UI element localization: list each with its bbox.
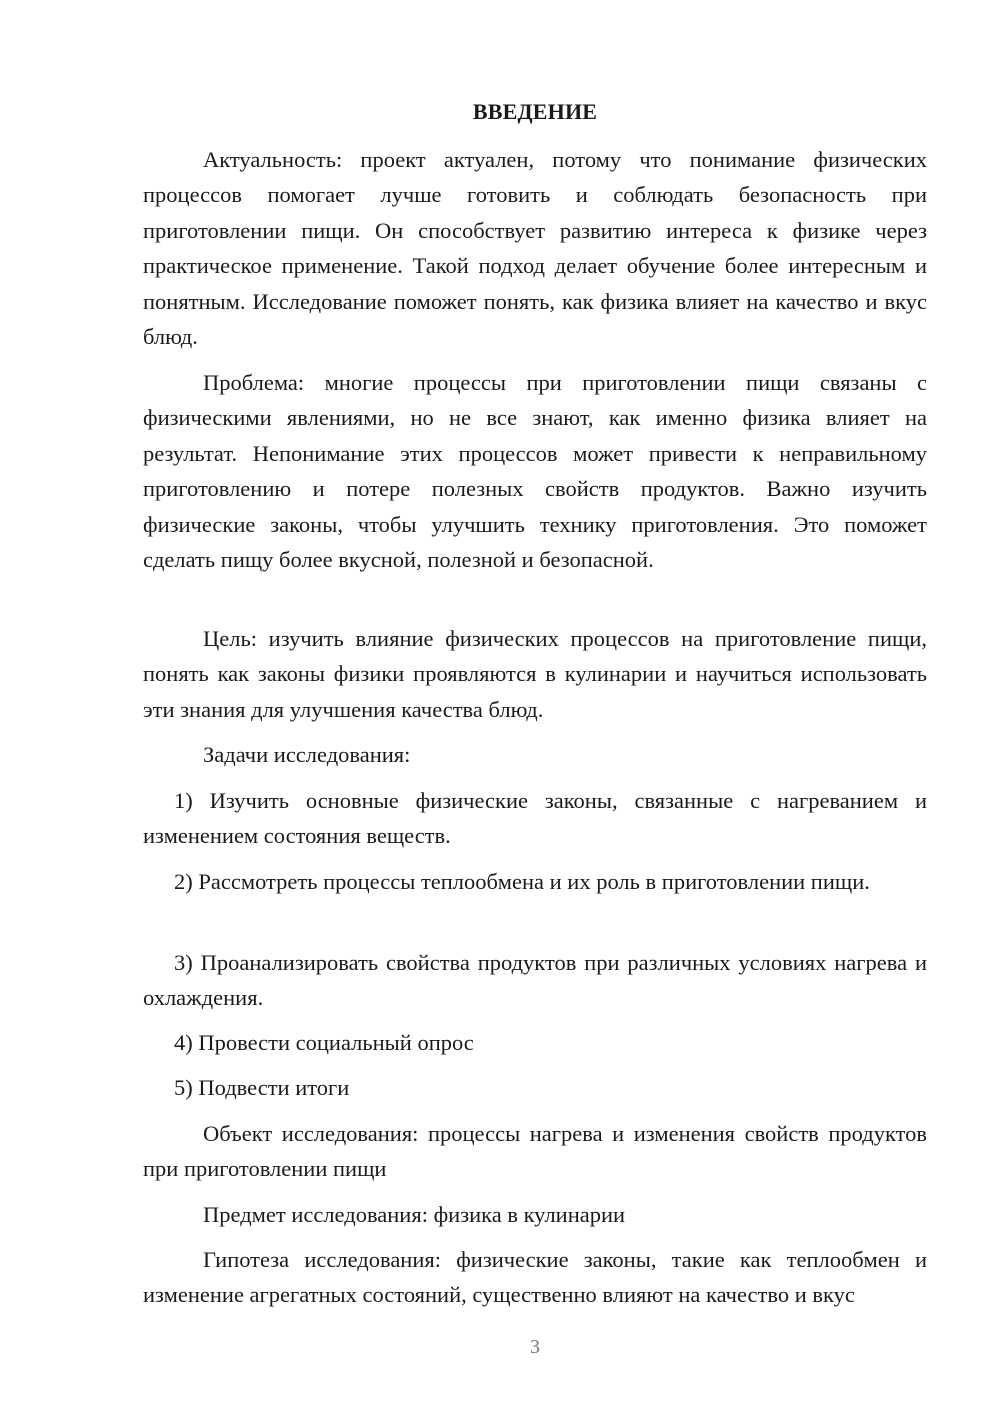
- subject-paragraph: Предмет исследования: физика в кулинарии: [203, 1202, 626, 1227]
- object-paragraph: Объект исследования: процессы нагрева и изменения свойств продуктов при приготовлении пищи: [143, 1121, 927, 1182]
- task-item-4: 4) Провести социальный опрос: [174, 1030, 474, 1055]
- goal-paragraph: Цель: изучить влияние физических процессов на приготовление пищи, понять как законы физики проявляются в кулинарии и научиться использовать эти знания для улучшения качества блюд.: [143, 626, 927, 722]
- tasks-heading: Задачи исследования:: [203, 742, 411, 767]
- relevance-paragraph: Актуальность: проект актуален, потому что понимание физических процессов помогает лучше готовить и соблюдать безопасность при приготовлении пищи. Он способствует развитию интереса к физике через практическое применение. Такой подход делает обучение более интересным и понятным. Исследование поможет понять, как физика влияет на качество и вкус блюд.: [143, 147, 927, 350]
- task-item-5: 5) Подвести итоги: [174, 1075, 350, 1100]
- page-number: 3: [530, 1336, 540, 1358]
- hypothesis-paragraph: Гипотеза исследования: физические законы, такие как теплообмен и изменение агрегатных состояний, существенно влияют на качество и вкус: [143, 1247, 927, 1308]
- task-item-3: 3) Проанализировать свойства продуктов при различных условиях нагрева и охлаждения.: [143, 950, 927, 1011]
- task-item-1: 1) Изучить основные физические законы, связанные с нагреванием и изменением состояния веществ.: [143, 788, 927, 849]
- problem-paragraph: Проблема: многие процессы при приготовлении пищи связаны с физическими явлениями, но не все знают, как именно физика влияет на результат. Непонимание этих процессов может привести к неправильному приготовлению и потере полезных свойств продуктов. Важно изучить физические законы, чтобы улучшить технику приготовления. Это поможет сделать пищу более вкусной, полезной и безопасной.: [143, 370, 927, 573]
- task-item-2: 2) Рассмотреть процессы теплообмена и их роль в приготовлении пищи.: [174, 869, 870, 894]
- page-title: ВВЕДЕНИЕ: [472, 99, 598, 124]
